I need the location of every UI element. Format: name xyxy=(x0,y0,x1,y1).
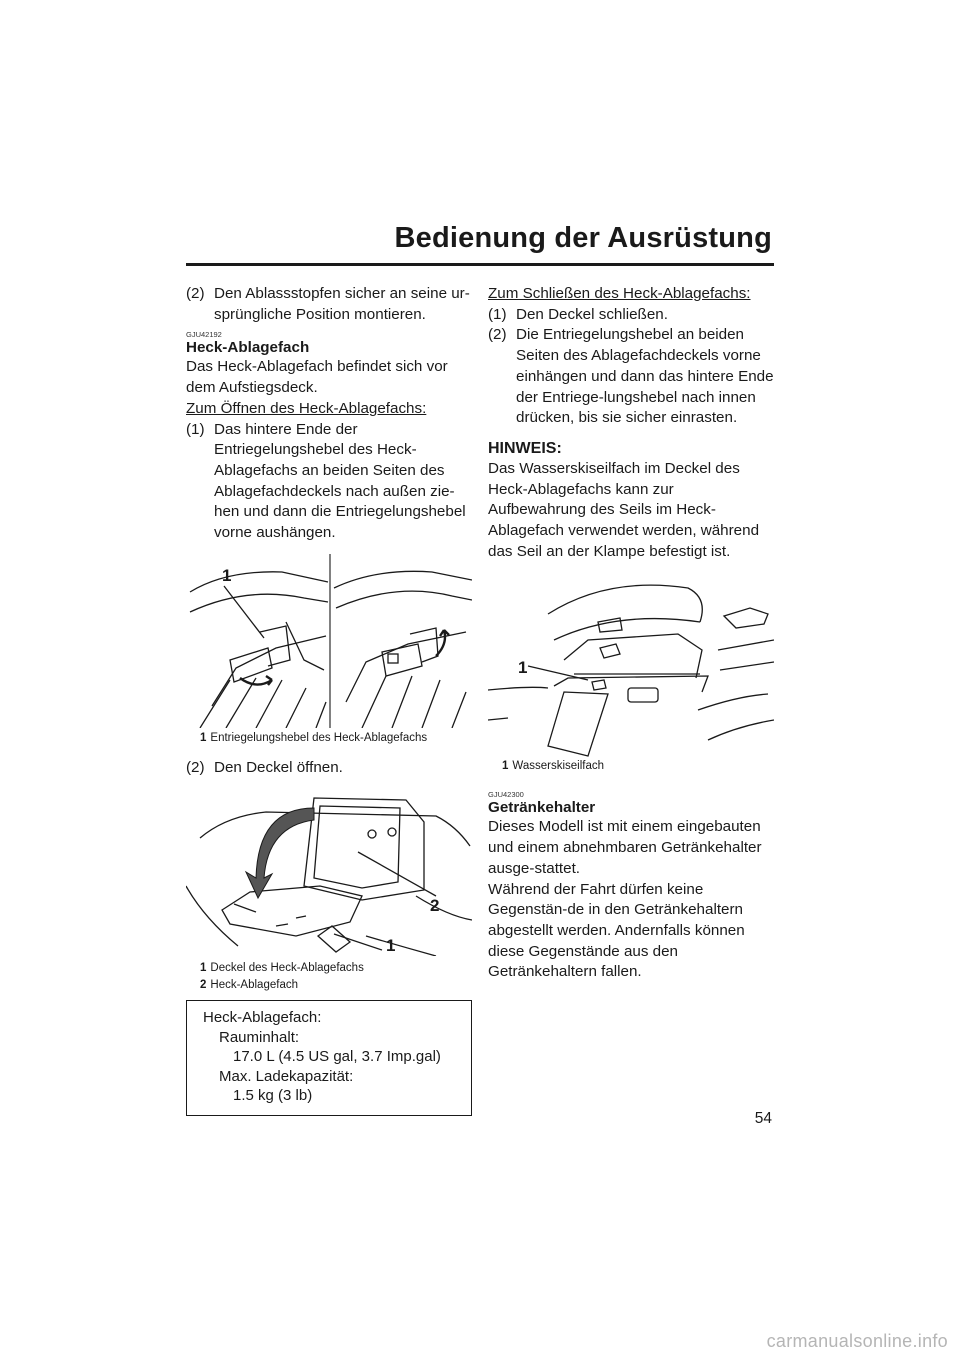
left-column xyxy=(186,284,472,1116)
section-heading: Getränkehalter xyxy=(488,799,596,817)
close-step-2: (2) Die Entriegelungshebel an beiden Seiten des Ablagefachdeckels vorne einhängen und dann das hintere Ende der Entriege-lungshebel nach innen drücken, bis sie sicher einrasten. xyxy=(488,326,774,427)
section-code: GJU42300 xyxy=(488,790,524,800)
watermark: carmanualsonline.info xyxy=(766,1331,948,1351)
figure-legend: 1 Entriegelungshebel des Heck-Ablagefachs xyxy=(200,731,428,744)
open-step-2: (2) Den Deckel öffnen. xyxy=(186,758,343,776)
spec-box: Heck-Ablagefach: Rauminhalt: 17.0 L (4.5 US gal, 3.7 Imp.gal) Max. Ladekapazität: 1.5 kg (3 lb) xyxy=(186,1000,472,1116)
step-drain-plug: (2) Den Ablassstopfen sicher an seine ur-sprüngliche Position montieren. xyxy=(186,285,470,323)
section-intro: Das Heck-Ablagefach befindet sich vor dem Aufstiegsdeck. xyxy=(186,358,448,397)
open-step-1: (1) Das hintere Ende der Entriegelungshebel des Heck-Ablagefachs an beiden Seiten des Ablagefachdeckels nach außen zie-hen und dann die Entriegelungshebel vorne aushängen. xyxy=(186,420,466,542)
title-rule xyxy=(186,263,774,266)
page-title: Bedienung der Ausrüstung xyxy=(394,222,772,254)
section-paragraph-1: Dieses Modell ist mit einem eingebauten und einem abnehmbaren Getränkehalter ausge-stattet. xyxy=(488,818,762,877)
figure-callout: 1 xyxy=(518,658,528,678)
right-column xyxy=(488,284,774,983)
close-step-1: (1) Den Deckel schließen. xyxy=(488,305,668,323)
subheading-close: Zum Schließen des Heck-Ablagefachs: xyxy=(488,285,751,302)
subheading-open: Zum Öffnen des Heck-Ablagefachs: xyxy=(186,399,427,417)
open-lid-illustration xyxy=(186,786,472,956)
note-text: Das Wasserskiseilfach im Deckel des Heck-Ablagefachs kann zur Aufbewahrung des Seils im Heck-Ablagefach verwendet werden, während das Seil an der Klampe befestigt ist. xyxy=(488,459,760,560)
note-heading: HINWEIS: xyxy=(488,439,562,457)
ski-rope-illustration xyxy=(488,570,774,758)
figure-ski-rope xyxy=(488,570,774,782)
section-heading: Heck-Ablagefach xyxy=(186,339,310,357)
section-code: GJU42192 xyxy=(186,330,222,340)
figure-release-lever xyxy=(186,552,472,748)
page-number: 54 xyxy=(754,1110,772,1127)
figure-legend: 1 Deckel des Heck-Ablagefachs 2 Heck-Ablagefach xyxy=(200,962,364,992)
figure-open-lid xyxy=(186,786,472,990)
figure-legend: 1 Wasserskiseilfach xyxy=(502,760,605,773)
figure-callout: 1 xyxy=(222,565,232,585)
section-paragraph-2: Während der Fahrt dürfen keine Gegenstän-de in den Getränkehaltern abgestellt werden. Andernfalls können diese Gegenstände aus den Getränkehaltern fallen. xyxy=(488,880,745,981)
figure-callout-2: 2 xyxy=(430,896,440,916)
figure-callout-1: 1 xyxy=(386,936,396,956)
